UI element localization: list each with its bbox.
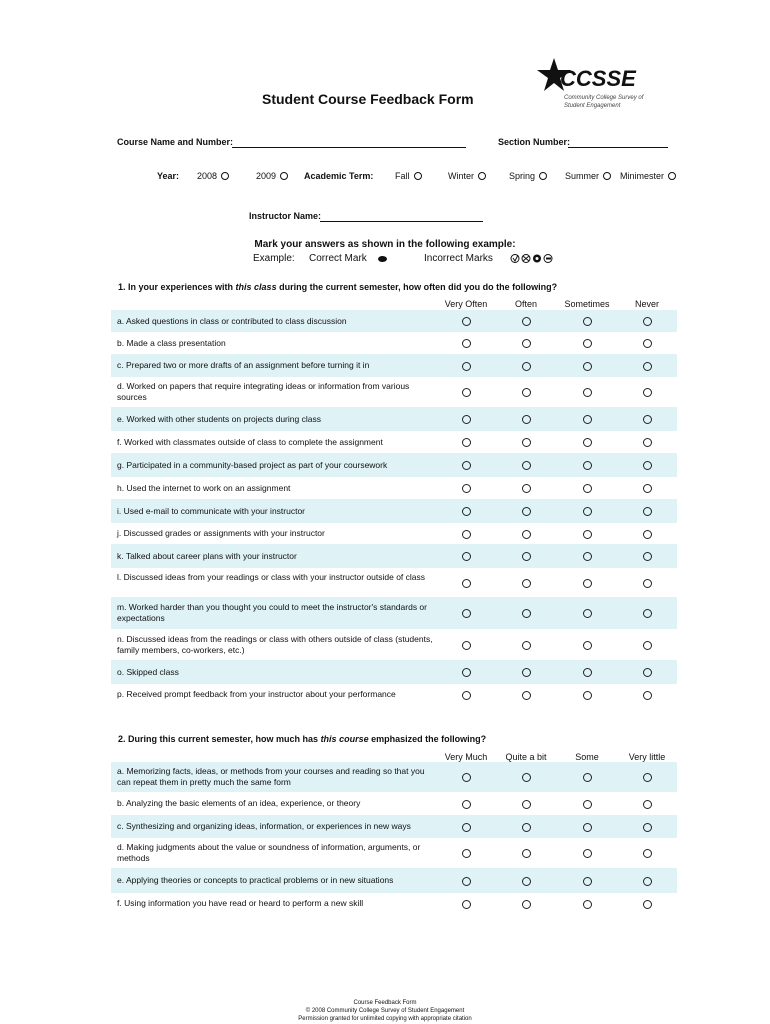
answer-radio[interactable] [522,339,531,348]
answer-radio[interactable] [643,415,652,424]
answer-radio[interactable] [522,579,531,588]
q1-item-text: m. Worked harder than you thought you could to meet the instructor's standards or expectations [117,602,427,623]
answer-radio[interactable] [522,388,531,397]
q1-column-header: Often [514,299,537,309]
answer-radio[interactable] [643,552,652,561]
q1-column-header: Very Often [444,299,488,309]
q2-column-header: Some [575,752,599,762]
answer-radio[interactable] [643,362,652,371]
answer-radio[interactable] [522,530,531,539]
q1-item-row [111,568,677,597]
answer-radio[interactable] [583,849,592,858]
answer-radio[interactable] [462,339,471,348]
answer-radio[interactable] [462,461,471,470]
logo-subtitle: Community College Survey of Student Engagement [564,95,644,109]
logo-text: CCSSE [560,66,636,91]
term-option-minimester[interactable] [620,171,676,181]
q2-heading [118,734,486,744]
answer-radio[interactable] [643,773,652,782]
q1-item-row [111,629,677,660]
answer-radio[interactable] [522,800,531,809]
answer-radio[interactable] [643,438,652,447]
answer-radio[interactable] [522,484,531,493]
answer-radio[interactable] [583,877,592,886]
q2-item-text: a. Memorizing facts, ideas, or methods from your courses and reading so that you can repeat them in pretty much the same form [117,766,425,787]
q1-item-text: k. Talked about career plans with your instructor [117,551,297,561]
answer-radio[interactable] [583,339,592,348]
answer-radio[interactable] [583,317,592,326]
instructions-heading: Mark your answers as shown in the following example: [254,239,516,250]
course-label: Course Name and Number: [117,137,234,147]
q1-item-row [111,332,677,354]
answer-radio[interactable] [583,773,592,782]
answer-radio[interactable] [462,415,471,424]
term-option-summer[interactable] [565,171,611,181]
answer-radio[interactable] [643,641,652,650]
answer-radio[interactable] [643,507,652,516]
answer-radio[interactable] [583,530,592,539]
answer-radio[interactable] [462,691,471,700]
answer-radio[interactable] [462,362,471,371]
answer-radio[interactable] [522,641,531,650]
q1-item-row [111,660,677,684]
term-option-winter[interactable] [448,171,486,181]
footer [0,999,770,1023]
answer-radio[interactable] [522,823,531,832]
answer-radio[interactable] [583,438,592,447]
answer-radio[interactable] [643,823,652,832]
answer-radio[interactable] [522,415,531,424]
radio-circle-icon [221,172,229,180]
q1-suffix: during the current semester, how often did you do the following? [276,282,558,292]
answer-radio[interactable] [522,438,531,447]
instructor-field[interactable] [320,211,483,222]
answer-radio[interactable] [522,900,531,909]
q2-item-row [111,815,677,838]
answer-radio[interactable] [643,461,652,470]
answer-radio[interactable] [643,877,652,886]
answer-radio[interactable] [462,317,471,326]
answer-radio[interactable] [643,530,652,539]
q1-emph: this class [235,282,277,292]
radio-circle-icon [280,172,288,180]
answer-radio[interactable] [462,668,471,677]
q1-item-text: e. Worked with other students on projects during class [117,414,321,424]
answer-radio[interactable] [462,484,471,493]
answer-radio[interactable] [643,849,652,858]
section-label: Section Number: [498,137,571,147]
ccsse-logo [536,58,656,118]
page-title: Student Course Feedback Form [262,91,474,107]
footer-line-1: Course Feedback Form [353,1000,417,1006]
q1-prefix: 1. In your experiences with [118,282,236,292]
incorrect-marks-icon [510,253,556,264]
q1-column-header: Sometimes [564,299,610,309]
term-winter-label: Winter [448,171,475,181]
q2-item-row [111,792,677,815]
example-label: Example: [253,253,295,264]
answer-radio[interactable] [462,849,471,858]
answer-radio[interactable] [462,823,471,832]
q2-item-text: f. Using information you have read or heard to perform a new skill [117,898,364,908]
answer-radio[interactable] [583,507,592,516]
answer-radio[interactable] [522,362,531,371]
answer-radio[interactable] [643,800,652,809]
answer-radio[interactable] [462,900,471,909]
term-spring-label: Spring [509,171,536,181]
radio-circle-icon [603,172,611,180]
q1-item-text: j. Discussed grades or assignments with your instructor [117,528,325,538]
q1-item-text: i. Used e-mail to communicate with your instructor [117,506,306,516]
q1-item-text: o. Skipped class [117,667,179,677]
term-option-spring[interactable] [509,171,547,181]
q1-item-row [111,310,677,332]
q2-item-text: b. Analyzing the basic elements of an idea, experience, or theory [117,798,361,808]
q1-item-text: f. Worked with classmates outside of class to complete the assignment [117,437,383,447]
section-field[interactable] [568,137,668,148]
radio-circle-icon [668,172,676,180]
answer-radio[interactable] [522,773,531,782]
radio-circle-icon [478,172,486,180]
answer-radio[interactable] [462,800,471,809]
q2-column-header: Quite a bit [505,752,547,762]
q2-item-row [111,893,677,914]
incorrect-marks-label: Incorrect Marks [424,253,493,264]
answer-radio[interactable] [643,668,652,677]
q1-item-row [111,477,677,499]
q2-column-header: Very little [628,752,666,762]
answer-radio[interactable] [643,388,652,397]
answer-radio[interactable] [462,773,471,782]
answer-radio[interactable] [583,362,592,371]
q2-item-row [111,838,677,868]
year-2008-label: 2008 [197,171,218,181]
q1-item-row [111,523,677,544]
answer-radio[interactable] [583,900,592,909]
q2-item-text: e. Applying theories or concepts to practical problems or in new situations [117,875,394,885]
answer-radio[interactable] [462,579,471,588]
term-option-fall[interactable] [395,171,422,181]
q2-item-text: c. Synthesizing and organizing ideas, information, or experiences in new ways [117,821,411,831]
answer-radio[interactable] [522,507,531,516]
answer-radio[interactable] [643,484,652,493]
answer-radio[interactable] [643,317,652,326]
answer-radio[interactable] [462,438,471,447]
year-2009-label: 2009 [256,171,277,181]
year-option-2008[interactable] [197,171,229,181]
term-fall-label: Fall [395,171,410,181]
q1-item-row [111,407,677,431]
answer-radio[interactable] [583,800,592,809]
q1-item-row [111,499,677,523]
answer-radio[interactable] [643,579,652,588]
answer-radio[interactable] [583,823,592,832]
q1-item-text: c. Prepared two or more drafts of an assignment before turning it in [117,360,370,370]
year-label: Year: [157,171,180,181]
answer-radio[interactable] [462,507,471,516]
q1-item-row [111,544,677,568]
filled-bubble-icon [378,256,387,262]
answer-radio[interactable] [583,484,592,493]
q1-item-row [111,453,677,477]
answer-radio[interactable] [583,609,592,618]
answer-radio[interactable] [462,877,471,886]
answer-radio[interactable] [583,552,592,561]
answer-radio[interactable] [522,609,531,618]
footer-line-3: Permission granted for unlimited copying with appropriate citation [298,1016,472,1022]
radio-circle-icon [414,172,422,180]
term-minimester-label: Minimester [620,171,665,181]
term-summer-label: Summer [565,171,600,181]
answer-radio[interactable] [522,877,531,886]
course-field[interactable] [232,137,466,148]
q1-heading [118,282,557,292]
q2-column-header: Very Much [444,752,488,762]
answer-radio[interactable] [522,668,531,677]
q1-item-text: l. Discussed ideas from your readings or class with your instructor outside of class [117,572,426,582]
q1-item-row [111,431,677,453]
answer-radio[interactable] [522,691,531,700]
answer-radio[interactable] [462,530,471,539]
answer-radio[interactable] [462,609,471,618]
answer-radio[interactable] [583,461,592,470]
q1-item-row [111,354,677,377]
term-label: Academic Term: [304,171,374,181]
answer-radio[interactable] [583,691,592,700]
answer-radio[interactable] [583,668,592,677]
answer-radio[interactable] [462,552,471,561]
footer-line-2: © 2008 Community College Survey of Student Engagement [305,1008,465,1014]
answer-radio[interactable] [583,388,592,397]
answer-radio[interactable] [522,461,531,470]
q1-item-text: g. Participated in a community-based project as part of your coursework [117,460,388,470]
q2-prefix: 2. During this current semester, how much has [118,734,321,744]
q1-item-row [111,597,677,629]
answer-radio[interactable] [522,552,531,561]
answer-radio[interactable] [643,691,652,700]
year-option-2009[interactable] [256,171,288,181]
q2-item-row [111,868,677,893]
answer-radio[interactable] [462,388,471,397]
answer-radio[interactable] [583,415,592,424]
q1-item-text: a. Asked questions in class or contributed to class discussion [117,316,347,326]
answer-radio[interactable] [643,900,652,909]
q1-item-row [111,377,677,407]
answer-radio[interactable] [643,339,652,348]
radio-circle-icon [539,172,547,180]
q1-item-text: n. Discussed ideas from the readings or class with others outside of class (students, family members, co-workers, etc.) [117,634,433,655]
answer-radio[interactable] [462,641,471,650]
q1-item-row [111,684,677,705]
q2-suffix: emphasized the following? [368,734,487,744]
q1-item-text: d. Worked on papers that require integrating ideas or information from various sources [117,381,410,402]
answer-radio[interactable] [583,579,592,588]
q2-item-row [111,762,677,792]
answer-radio[interactable] [522,317,531,326]
q2-item-text: d. Making judgments about the value or soundness of information, arguments, or methods [117,842,421,863]
answer-radio[interactable] [522,849,531,858]
answer-radio[interactable] [643,609,652,618]
q1-item-text: p. Received prompt feedback from your instructor about your performance [117,689,396,699]
q1-item-text: h. Used the internet to work on an assignment [117,483,291,493]
q1-item-text: b. Made a class presentation [117,338,226,348]
q2-emph: this course [320,734,369,744]
instructor-label: Instructor Name: [249,211,322,221]
q1-column-header: Never [634,299,659,309]
correct-mark-label: Correct Mark [309,253,367,264]
answer-radio[interactable] [583,641,592,650]
